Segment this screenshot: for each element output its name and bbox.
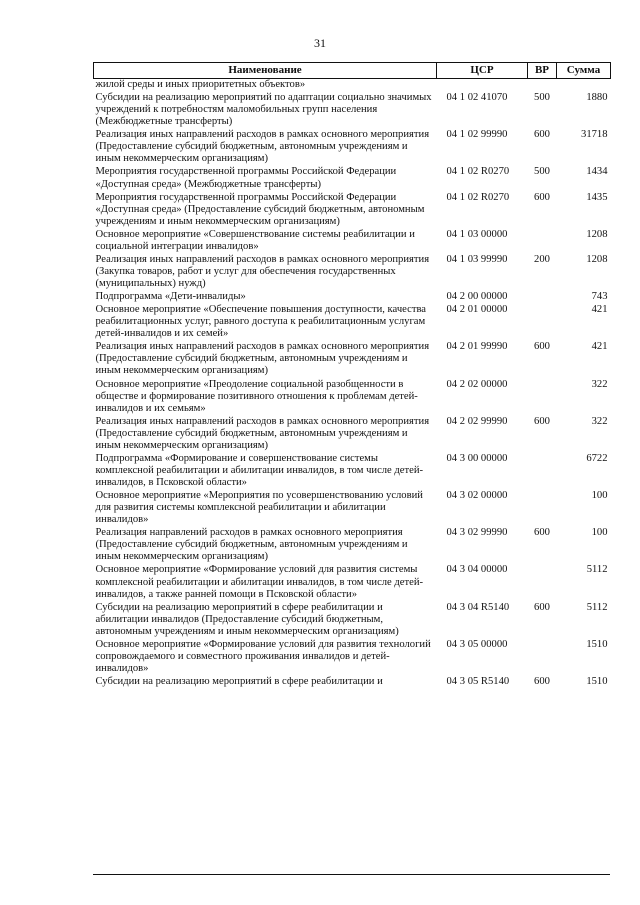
- row-name: Основное мероприятие «Обеспечение повышения доступности, качества реабилитационных услуг, равного доступа к реабилитационным услугам детей-инвалидов и их семей»: [95, 304, 427, 340]
- table-header-row: [94, 63, 611, 79]
- row-sum: 100: [591, 490, 608, 502]
- row-vr: 600: [534, 601, 550, 613]
- row-vr: [528, 490, 557, 527]
- table-row: [94, 490, 611, 527]
- row-name: Основное мероприятие «Преодоление социальной разобщенности в обществе и формирование позитивного отношения к проблемам детей-инвалидов и их семьям»: [95, 378, 418, 414]
- row-vr: [528, 291, 557, 304]
- row-csr: 04 1 02 R0270: [446, 191, 510, 203]
- row-csr: 04 3 05 R5140: [446, 676, 510, 687]
- row-name: Подпрограмма «Дети-инвалиды»: [95, 291, 246, 303]
- row-vr: 600: [534, 676, 550, 687]
- row-vr: [528, 229, 557, 254]
- table-row: [94, 379, 611, 416]
- row-vr: 600: [534, 527, 550, 539]
- row-csr: 04 2 01 00000: [446, 304, 508, 316]
- table-row: [94, 92, 611, 129]
- page-number: 31: [314, 36, 326, 50]
- row-name: Мероприятия государственной программы Российской Федерации «Доступная среда» (Межбюджетные трансферты): [95, 166, 397, 190]
- row-csr: 04 3 04 R5140: [446, 601, 510, 613]
- row-vr: 500: [534, 92, 550, 104]
- table-row: [94, 602, 611, 639]
- row-name: Субсидии на реализацию мероприятий в сфере реабилитации и абилитации инвалидов (Предоставление субсидий бюджетным, автономным учреждениям и иным некоммерческим организациям): [95, 601, 399, 637]
- row-csr: 04 1 02 41070: [446, 92, 508, 104]
- column-header-vr: ВР: [528, 63, 557, 79]
- row-name: Реализация иных направлений расходов в рамках основного мероприятия (Предоставление субсидий бюджетным, автономным учреждениям и иным некоммерческим организациям): [95, 341, 430, 377]
- row-name: Основное мероприятие «Совершенствование системы реабилитации и социальной интеграции инвалидов»: [95, 228, 415, 252]
- row-sum: 322: [591, 415, 608, 427]
- row-sum: 1880: [586, 92, 608, 104]
- row-name: Субсидии на реализацию мероприятий в сфере реабилитации и: [95, 676, 383, 687]
- row-sum: 743: [591, 291, 608, 303]
- row-sum: 421: [591, 304, 608, 316]
- row-csr: 04 3 05 00000: [446, 638, 508, 650]
- row-name: Реализация иных направлений расходов в рамках основного мероприятия (Предоставление субсидий бюджетным, автономным учреждениям и иным некоммерческим организациям): [95, 129, 430, 165]
- table-row: [94, 639, 611, 676]
- row-sum: 1510: [586, 676, 608, 687]
- row-sum: 322: [591, 378, 608, 390]
- row-sum: 100: [591, 527, 608, 539]
- row-vr: 600: [534, 341, 550, 353]
- row-sum: 1208: [586, 228, 608, 240]
- row-sum: 1434: [586, 166, 608, 178]
- row-csr: 04 1 03 99990: [446, 253, 508, 265]
- table-row: [94, 129, 611, 166]
- table-row: [94, 192, 611, 229]
- row-csr: 04 1 02 99990: [446, 129, 508, 141]
- row-vr: 600: [534, 191, 550, 203]
- row-vr: [528, 379, 557, 416]
- row-csr: 04 3 04 00000: [446, 564, 508, 576]
- row-sum: 5112: [586, 564, 608, 576]
- row-sum: 421: [591, 341, 608, 353]
- row-sum: 31718: [581, 129, 608, 141]
- row-sum: 5112: [586, 601, 608, 613]
- row-csr: 04 2 01 99990: [446, 341, 508, 353]
- table-row: [94, 564, 611, 601]
- row-name: Основное мероприятие «Мероприятия по усовершенствованию условий для развития системы комплексной реабилитации и абилитации инвалидов»: [95, 490, 423, 526]
- row-csr: 04 3 02 00000: [446, 490, 508, 502]
- row-sum: 1208: [586, 253, 608, 265]
- row-csr: 04 2 02 99990: [446, 415, 508, 427]
- row-sum: 1510: [586, 638, 608, 650]
- table-row: [94, 229, 611, 254]
- row-name: жилой среды и иных приоритетных объектов»: [95, 79, 306, 90]
- row-name: Мероприятия государственной программы Российской Федерации «Доступная среда» (Предоставление субсидий бюджетным, автономным учреждениям и иным некоммерческим организациям): [95, 191, 425, 227]
- table-row: [94, 254, 611, 291]
- row-sum: 6722: [586, 452, 608, 464]
- row-csr: 04 3 00 00000: [446, 452, 508, 464]
- row-name: Реализация направлений расходов в рамках основного мероприятия (Предоставление субсидий бюджетным, автономным учреждениям и иным некоммерческим организациям): [95, 527, 408, 563]
- row-name: Реализация иных направлений расходов в рамках основного мероприятия (Предоставление субсидий бюджетным, автономным учреждениям и иным некоммерческим организациям): [95, 415, 430, 451]
- column-header-csr: ЦСР: [437, 63, 528, 79]
- row-name: Основное мероприятие «Формирование условий для развития технологий сопровождаемого и совместного проживания инвалидов и детей-инвалидов»: [95, 638, 431, 674]
- column-header-sum: Сумма: [557, 63, 611, 79]
- row-vr: [528, 304, 557, 341]
- row-name: Основное мероприятие «Формирование условий для развития системы комплексной реабилитации и абилитации инвалидов, в том числе детей-инвалидов, а также ранней помощи в Псковской области»: [95, 564, 424, 600]
- row-csr: 04 1 03 00000: [446, 228, 508, 240]
- table-body: [94, 79, 611, 690]
- row-name: Субсидии на реализацию мероприятий по адаптации социально значимых учреждений к потребностям маломобильных групп населения (Межбюджетные трансферты): [95, 92, 432, 128]
- row-vr: 600: [534, 129, 550, 141]
- row-vr: 200: [534, 253, 550, 265]
- budget-table: [93, 62, 611, 689]
- row-csr: 04 3 02 99990: [446, 527, 508, 539]
- column-header-name: Наименование: [94, 63, 437, 79]
- table-row: [94, 291, 611, 304]
- row-csr: [437, 79, 528, 93]
- table-row: [94, 416, 611, 453]
- row-csr: 04 2 02 00000: [446, 378, 508, 390]
- row-name: Подпрограмма «Формирование и совершенствование системы комплексной реабилитации и абилитации инвалидов, в том числе детей-инвалидов, в Псковской области»: [95, 452, 424, 488]
- row-vr: [528, 453, 557, 490]
- table-row: [94, 527, 611, 564]
- row-csr: 04 1 02 R0270: [446, 166, 510, 178]
- table-row: [94, 676, 611, 689]
- table-row: [94, 79, 611, 93]
- row-vr: [528, 639, 557, 676]
- row-sum: [557, 79, 611, 93]
- table-row: [94, 166, 611, 191]
- row-csr: 04 2 00 00000: [446, 291, 508, 303]
- table-row: [94, 453, 611, 490]
- table-bottom-rule: [93, 874, 610, 875]
- row-vr: [528, 79, 557, 93]
- row-vr: [528, 564, 557, 601]
- row-name: Реализация иных направлений расходов в рамках основного мероприятия (Закупка товаров, работ и услуг для обеспечения государственных (муниципальных) нужд): [95, 253, 430, 289]
- row-vr: 600: [534, 415, 550, 427]
- row-sum: 1435: [586, 191, 608, 203]
- row-vr: 500: [534, 166, 550, 178]
- table-row: [94, 304, 611, 341]
- table-row: [94, 341, 611, 378]
